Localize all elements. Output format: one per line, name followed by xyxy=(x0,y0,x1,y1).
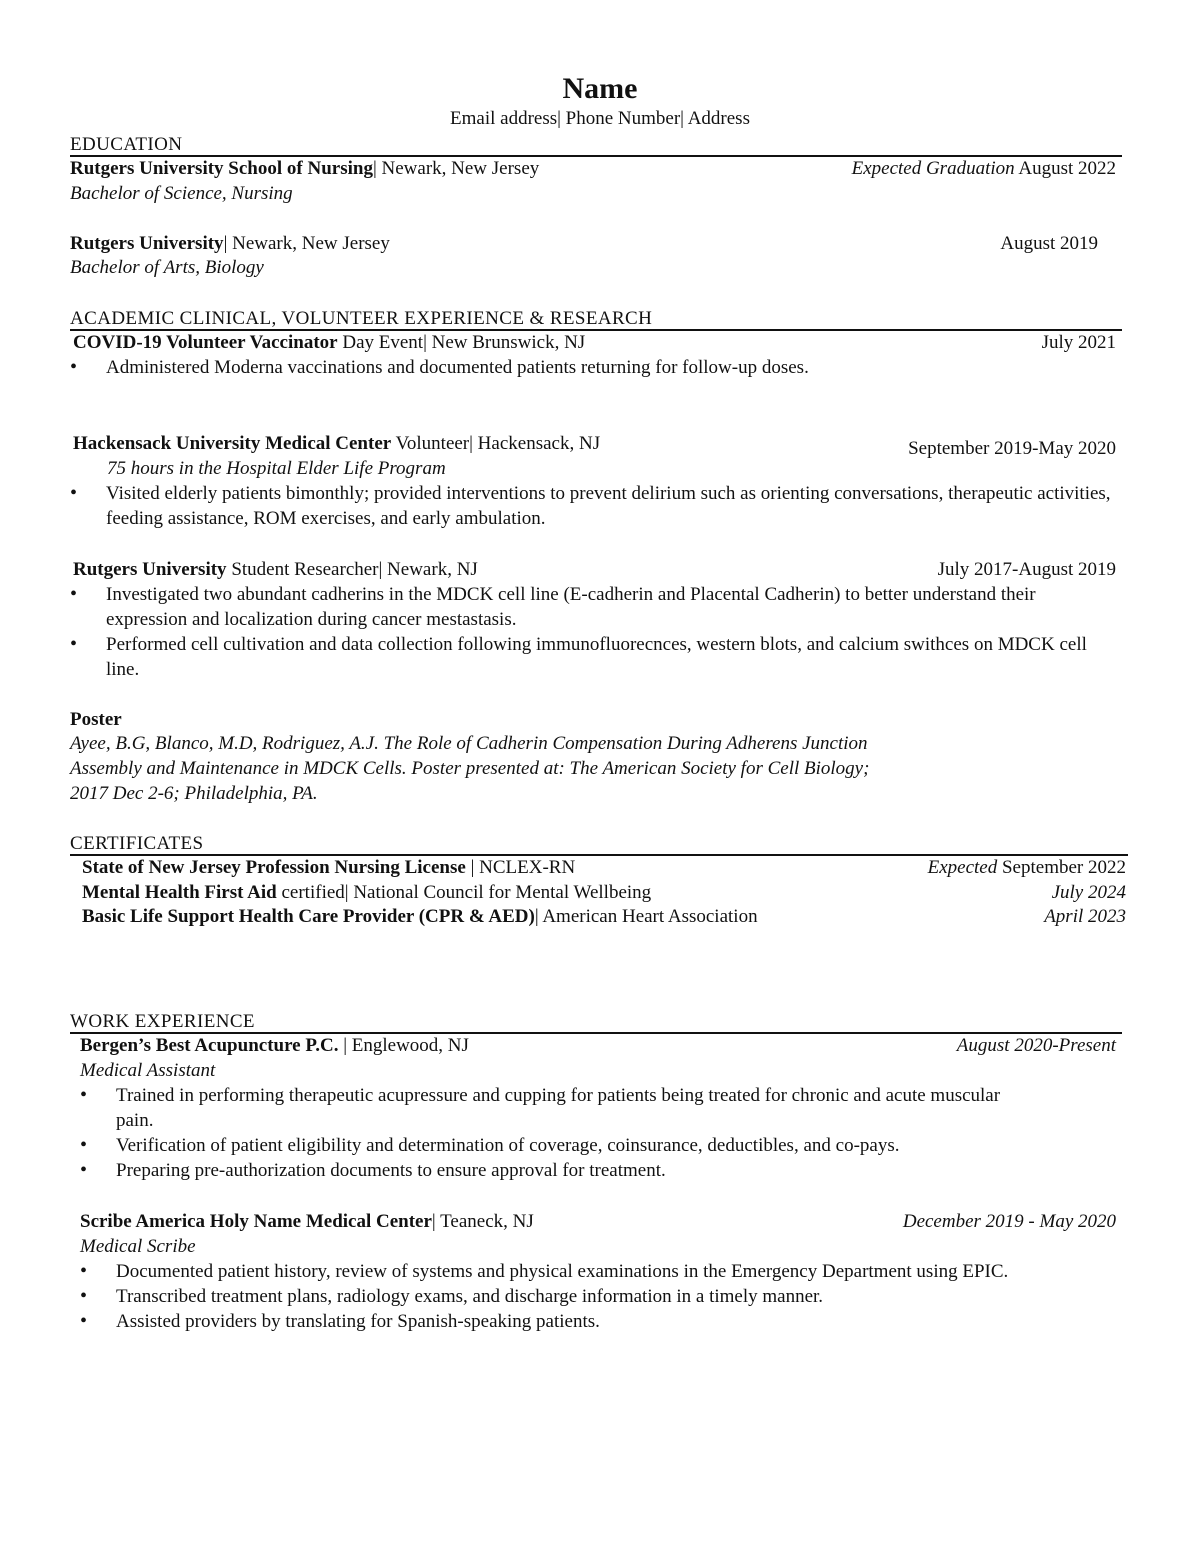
education-date-1 xyxy=(852,156,1116,181)
org-name: Hackensack University Medical Center xyxy=(73,433,392,454)
resume-name: Name xyxy=(562,72,638,105)
list-item: • Transcribed treatment plans, radiology exams, and discharge information in a timely manner. xyxy=(80,1284,1080,1309)
work-date-1: August 2020-Present xyxy=(956,1035,1116,1056)
certificate-name: Basic Life Support Health Care Provider (CPR & AED) xyxy=(82,906,535,927)
academic-entry-1 xyxy=(73,330,585,355)
org-location: | Teaneck, NJ xyxy=(431,1211,534,1232)
academic-bullets-1 xyxy=(70,355,860,380)
list-item: • Administered Moderna vaccinations and documented patients returning for follow-up doses. xyxy=(70,355,860,380)
poster-line-3: 2017 Dec 2-6; Philadelphia, PA. xyxy=(70,783,318,804)
list-item: • Performed cell cultivation and data collection following immunofluorecnces, western blots, and calcium swithces on MDCK cell line. xyxy=(70,632,1120,682)
academic-date-3: July 2017-August 2019 xyxy=(937,559,1116,580)
certificates-heading: CERTIFICATES xyxy=(70,833,204,854)
education-entry-2 xyxy=(70,231,390,256)
work-entry-2 xyxy=(80,1209,534,1234)
school-location: | Newark, New Jersey xyxy=(372,158,540,179)
poster-line-2: Assembly and Maintenance in MDCK Cells. Poster presented at: The American Society for Cell Biology; xyxy=(70,758,870,779)
academic-note-2: 75 hours in the Hospital Elder Life Program xyxy=(107,458,446,479)
list-item: • Preparing pre-authorization documents to ensure approval for treatment. xyxy=(80,1158,1040,1183)
academic-entry-2 xyxy=(73,431,600,456)
certificate-3 xyxy=(82,904,758,929)
academic-bullets-3 xyxy=(70,582,1120,682)
org-role: Day Event| New Brunswick, NJ xyxy=(337,332,586,353)
school-location: | Newark, New Jersey xyxy=(223,233,390,254)
certificate-1 xyxy=(82,855,575,880)
certificate-2 xyxy=(82,880,651,905)
education-heading: EDUCATION xyxy=(70,134,183,155)
school-name: Rutgers University xyxy=(70,233,224,254)
certificate-date-2: July 2024 xyxy=(1051,882,1126,903)
certificate-date-1 xyxy=(928,855,1126,880)
date-value: September 2022 xyxy=(997,857,1126,878)
org-location: | Englewood, NJ xyxy=(338,1035,469,1056)
work-role-1: Medical Assistant xyxy=(80,1060,216,1081)
work-bullets-1 xyxy=(80,1083,1040,1183)
poster-line-1: Ayee, B.G, Blanco, M.D, Rodriguez, A.J. The Role of Cadherin Compensation During Adherens Junction xyxy=(70,733,868,754)
org-name: Bergen’s Best Acupuncture P.C. xyxy=(80,1035,339,1056)
certificate-extra: | American Heart Association xyxy=(534,906,758,927)
list-item: • Verification of patient eligibility and determination of coverage, coinsurance, deductibles, and co-pays. xyxy=(80,1133,1040,1158)
org-role: Volunteer| Hackensack, NJ xyxy=(391,433,601,454)
academic-bullets-2 xyxy=(70,481,1120,531)
work-date-2: December 2019 - May 2020 xyxy=(902,1211,1116,1232)
list-item: • Investigated two abundant cadherins in the MDCK cell line (E-cadherin and Placental Cadherin) to better understand their expression and localization during cancer mestastasis. xyxy=(70,582,1120,632)
certificate-name: State of New Jersey Profession Nursing License xyxy=(82,857,466,878)
academic-entry-3 xyxy=(73,557,478,582)
education-date-2: August 2019 xyxy=(1000,233,1098,254)
work-entry-1 xyxy=(80,1033,469,1058)
school-name: Rutgers University School of Nursing xyxy=(70,158,373,179)
academic-date-2: September 2019-May 2020 xyxy=(908,438,1116,459)
list-item: • Assisted providers by translating for Spanish-speaking patients. xyxy=(80,1309,1080,1334)
certificate-extra: certified| National Council for Mental Wellbeing xyxy=(276,882,652,903)
org-name: COVID-19 Volunteer Vaccinator xyxy=(73,332,338,353)
work-role-2: Medical Scribe xyxy=(80,1236,196,1257)
org-name: Rutgers University xyxy=(73,559,227,580)
date-value: August 2022 xyxy=(1018,158,1116,179)
academic-date-1: July 2021 xyxy=(1041,332,1116,353)
list-item: • Visited elderly patients bimonthly; provided interventions to prevent delirium such as orienting conversations, therapeutic activities, feeding assistance, ROM exercises, and early ambulation. xyxy=(70,481,1120,531)
degree-1: Bachelor of Science, Nursing xyxy=(70,183,293,204)
date-prefix: Expected xyxy=(927,857,998,878)
list-item: • Trained in performing therapeutic acupressure and cupping for patients being treated for chronic and acute muscular pain. xyxy=(80,1083,1040,1133)
org-role: Student Researcher| Newark, NJ xyxy=(226,559,478,580)
poster-heading: Poster xyxy=(70,709,122,730)
academic-heading: ACADEMIC CLINICAL, VOLUNTEER EXPERIENCE & RESEARCH xyxy=(70,308,653,329)
degree-2: Bachelor of Arts, Biology xyxy=(70,257,264,278)
org-name: Scribe America Holy Name Medical Center xyxy=(80,1211,432,1232)
certificate-extra: | NCLEX-RN xyxy=(465,857,576,878)
certificate-date-3: April 2023 xyxy=(1044,906,1126,927)
contact-line: Email address| Phone Number| Address xyxy=(450,108,750,129)
list-item: • Documented patient history, review of systems and physical examinations in the Emergency Department using EPIC. xyxy=(80,1259,1080,1284)
date-prefix: Expected Graduation xyxy=(851,158,1015,179)
certificate-name: Mental Health First Aid xyxy=(82,882,277,903)
work-bullets-2 xyxy=(80,1259,1080,1334)
education-entry-1 xyxy=(70,156,539,181)
work-heading: WORK EXPERIENCE xyxy=(70,1011,255,1032)
